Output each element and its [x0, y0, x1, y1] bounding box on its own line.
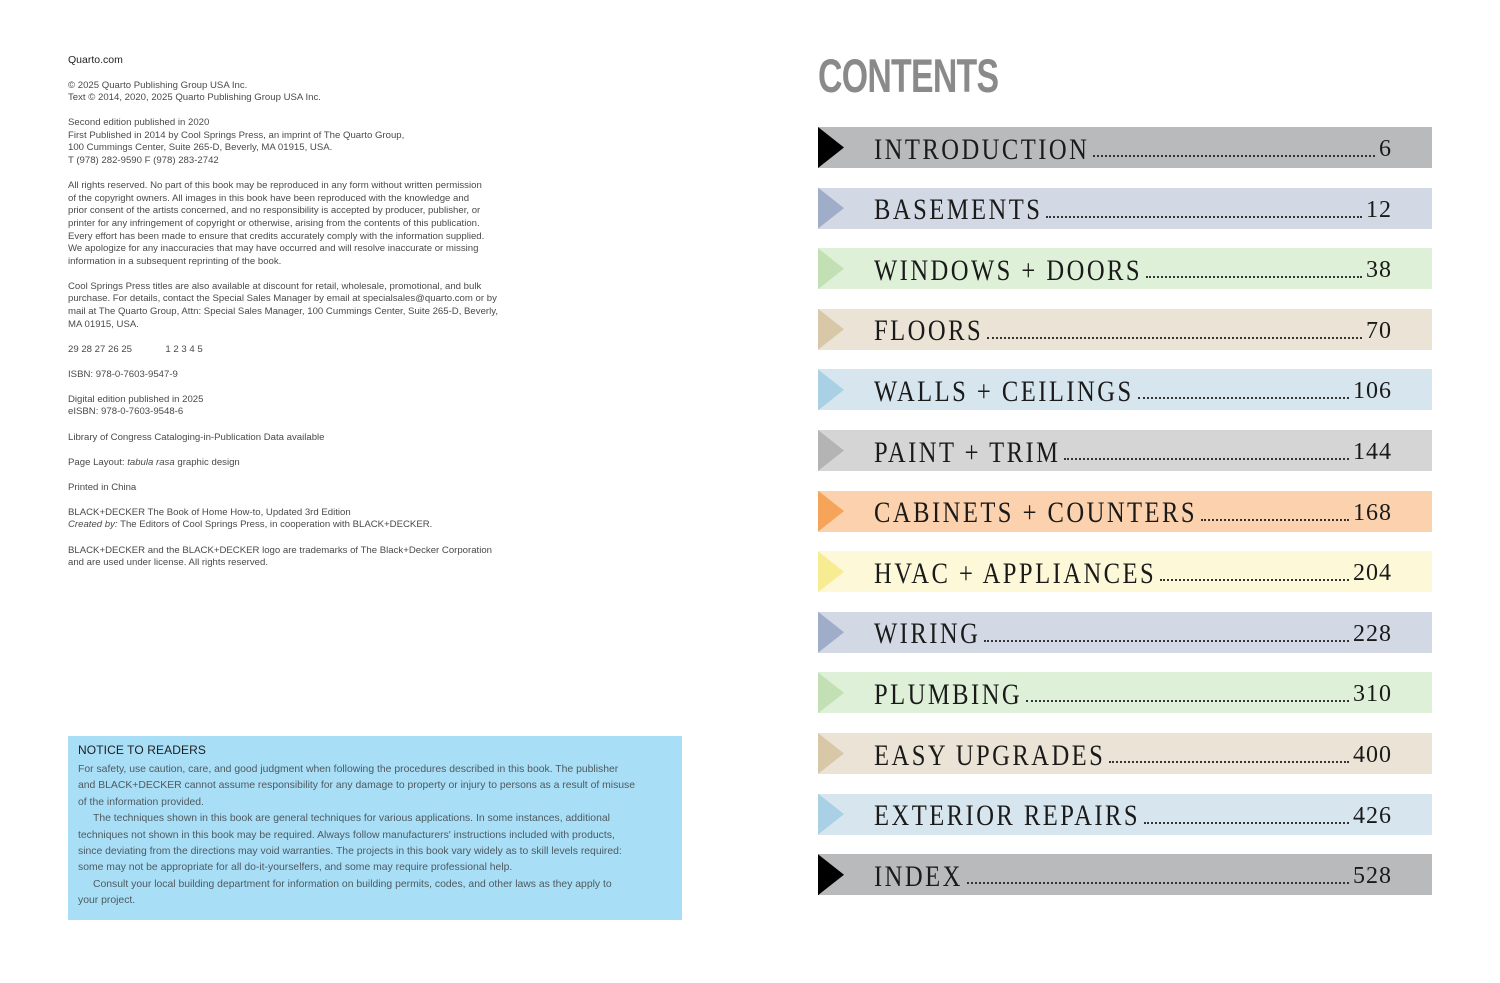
trademark-line: BLACK+DECKER and the BLACK+DECKER logo are trademarks of The Black+Decker Corporation — [68, 544, 493, 556]
toc-tab-marker-icon — [818, 369, 844, 410]
toc-entry-page: 426 — [1353, 802, 1392, 829]
notice-to-readers-box — [68, 736, 682, 920]
toc-entry[interactable] — [818, 612, 1432, 653]
toc-entry-label: INDEX — [874, 859, 963, 893]
toc-entry-label-wrap — [874, 553, 1392, 594]
rights-line: information in a subsequent reprinting of the book. — [68, 255, 282, 267]
layout-label: Page Layout: — [68, 456, 128, 468]
toc-entry-page: 310 — [1353, 681, 1392, 708]
toc-entry-label: WIRING — [874, 617, 981, 651]
toc-entry-label: PAINT + TRIM — [874, 435, 1061, 469]
toc-leader-dots — [1046, 216, 1362, 218]
printing-numbers: 1 2 3 4 5 — [165, 343, 203, 355]
toc-entry-label: INTRODUCTION — [874, 132, 1090, 166]
notice-line: your project. — [78, 895, 136, 907]
toc-tab-marker-icon — [818, 854, 844, 895]
copyright-line: Text © 2014, 2020, 2025 Quarto Publishing Group USA Inc. — [68, 92, 321, 104]
rights-line: All rights reserved. No part of this book may be reproduced in any form without written permission — [68, 180, 482, 192]
notice-line: techniques not shown in this book may be required. Always follow manufacturers' instructions included with products, — [78, 829, 615, 841]
toc-tab-marker-icon — [818, 248, 844, 289]
notice-line: since deviating from the directions may void warranties. The projects in this book vary widely as to skill levels required: — [78, 846, 622, 858]
toc-entry[interactable] — [818, 369, 1432, 410]
notice-body — [78, 762, 672, 910]
toc-leader-dots — [984, 640, 1349, 642]
publishing-line: 100 Cummings Center, Suite 265-D, Beverly, MA 01915, USA. — [68, 142, 333, 154]
toc-entry[interactable] — [818, 854, 1432, 895]
toc-entry-label-wrap — [874, 493, 1392, 534]
toc-entry-label: EXTERIOR REPAIRS — [874, 799, 1141, 833]
rights-block — [68, 180, 538, 268]
toc-entry-label: CABINETS + COUNTERS — [874, 496, 1198, 530]
toc-entry-page: 168 — [1353, 499, 1392, 526]
toc-entry-page: 6 — [1379, 136, 1392, 162]
publishing-line: First Published in 2014 by Cool Springs Press, an imprint of The Quarto Group, — [68, 129, 405, 141]
toc-entry-label: PLUMBING — [874, 677, 1023, 711]
sales-block — [68, 281, 538, 331]
toc-tab-marker-icon — [818, 127, 844, 168]
toc-leader-dots — [1146, 276, 1362, 278]
publishing-line: Second edition published in 2020 — [68, 117, 210, 129]
toc-entry[interactable] — [818, 309, 1432, 350]
toc-entry-page: 70 — [1366, 317, 1392, 344]
toc-tab-marker-icon — [818, 612, 844, 653]
page-layout-credit — [68, 457, 538, 470]
toc-entry-label-wrap — [874, 371, 1392, 412]
trademark-block — [68, 545, 538, 570]
toc-leader-dots — [1138, 397, 1349, 399]
toc-entry[interactable] — [818, 672, 1432, 713]
loc-data: Library of Congress Cataloging-in-Publication Data available — [68, 431, 325, 443]
book-credit-block — [68, 507, 538, 532]
notice-line: of the information provided. — [78, 796, 204, 808]
toc-entry[interactable] — [818, 551, 1432, 592]
rights-line: prior consent of the artists concerned, and no responsibility is accepted by producer, publisher, or — [68, 205, 481, 217]
publishing-line: T (978) 282-9590 F (978) 283-2742 — [68, 155, 219, 167]
toc-entry-label-wrap — [874, 250, 1392, 291]
toc-entry[interactable] — [818, 188, 1432, 229]
notice-line: Consult your local building department for information on building permits, codes, and other laws as they apply to — [93, 878, 612, 890]
rights-line: printer for any infringement of copyright or otherwise, arising from the contents of this publication. — [68, 217, 480, 229]
toc-entry-label-wrap — [874, 432, 1392, 473]
notice-title: NOTICE TO READERS — [78, 743, 206, 757]
toc-tab-marker-icon — [818, 491, 844, 532]
toc-entry-label-wrap — [874, 796, 1392, 837]
toc-tab-marker-icon — [818, 672, 844, 713]
toc-entry[interactable] — [818, 248, 1432, 289]
toc-entry-page: 38 — [1366, 257, 1392, 284]
toc-entry-label-wrap — [874, 614, 1392, 655]
digital-edition-block — [68, 394, 538, 419]
layout-rest: graphic design — [174, 456, 240, 468]
sales-line: purchase. For details, contact the Special Sales Manager by email at specialsales@quarto.com or by — [68, 293, 497, 305]
toc-entry-page: 12 — [1366, 196, 1392, 223]
trademark-line: and are used under license. All rights reserved. — [68, 557, 268, 569]
toc-entry-label-wrap — [874, 856, 1392, 897]
toc-leader-dots — [1144, 822, 1349, 824]
book-title: BLACK+DECKER The Book of Home How-to, Updated 3rd Edition — [68, 506, 351, 518]
toc-entry-label-wrap — [874, 311, 1392, 352]
created-label: Created by: — [68, 519, 118, 531]
digital-line: Digital edition published in 2025 — [68, 393, 204, 405]
toc-entry-label: HVAC + APPLIANCES — [874, 556, 1157, 590]
printed-in: Printed in China — [68, 481, 137, 493]
toc-entry-label-wrap — [874, 190, 1392, 231]
notice-line: some may not be appropriate for all do-it-yourselfers, and some may require professional help. — [78, 862, 513, 874]
sales-line: mail at The Quarto Group, Attn: Special Sales Manager, 100 Cummings Center, Suite 265-D, Beverly, — [68, 306, 498, 317]
sales-line: Cool Springs Press titles are also available at discount for retail, wholesale, promotional, and bulk — [68, 280, 482, 292]
rights-line: We apologize for any inaccuracies that may have occurred and will resolve inaccurate or missing — [68, 243, 479, 255]
toc-leader-dots — [1093, 155, 1375, 157]
toc-tab-marker-icon — [818, 309, 844, 350]
toc-entry-label-wrap — [874, 129, 1392, 170]
toc-leader-dots — [1201, 519, 1349, 521]
toc-entry-page: 528 — [1353, 863, 1392, 890]
printing-line — [68, 344, 538, 357]
rights-line: of the copyright owners. All images in this book have been reproduced with the knowledge and — [68, 192, 470, 204]
notice-line: and BLACK+DECKER cannot assume responsibility for any damage to property or injury to persons as a result of misuse — [78, 780, 636, 792]
toc-tab-marker-icon — [818, 733, 844, 774]
publisher-website: Quarto.com — [68, 54, 123, 66]
digital-line: eISBN: 978-0-7603-9548-6 — [68, 406, 184, 418]
copyright-page — [68, 54, 538, 582]
toc-leader-dots — [1064, 458, 1349, 460]
toc-entry-page: 144 — [1353, 439, 1392, 465]
toc-entry-page: 106 — [1353, 378, 1392, 405]
publishing-block — [68, 117, 538, 167]
toc-entry-label: FLOORS — [874, 314, 984, 348]
toc-entry[interactable] — [818, 733, 1432, 774]
toc-leader-dots — [967, 882, 1349, 884]
contents-title: CONTENTS — [818, 49, 999, 102]
toc-entry-page: 400 — [1353, 742, 1392, 768]
toc-entry-label-wrap — [874, 674, 1392, 715]
created-rest: The Editors of Cool Springs Press, in cooperation with BLACK+DECKER. — [117, 519, 433, 531]
toc-entry-label: WALLS + CEILINGS — [874, 374, 1134, 408]
toc-tab-marker-icon — [818, 188, 844, 229]
toc-tab-marker-icon — [818, 430, 844, 471]
toc-entry-label: BASEMENTS — [874, 193, 1043, 227]
toc-leader-dots — [1160, 579, 1349, 581]
toc-entry-page: 204 — [1353, 560, 1392, 587]
toc-entry[interactable] — [818, 491, 1432, 532]
notice-line: The techniques shown in this book are general techniques for various applications. In some instances, additional — [93, 813, 610, 825]
copyright-line: © 2025 Quarto Publishing Group USA Inc. — [68, 79, 248, 91]
toc-leader-dots — [1026, 700, 1349, 702]
toc-entry-label: WINDOWS + DOORS — [874, 253, 1143, 287]
created-by-line — [68, 519, 538, 532]
toc-leader-dots — [987, 337, 1362, 339]
copyright-block — [68, 80, 538, 105]
toc-entry-label-wrap — [874, 735, 1392, 776]
toc-entry-page: 228 — [1353, 620, 1392, 647]
toc-entry[interactable] — [818, 430, 1432, 471]
notice-line: For safety, use caution, care, and good judgment when following the procedures described in this book. The publisher — [78, 764, 619, 775]
toc-entry-label: EASY UPGRADES — [874, 738, 1106, 772]
toc-tab-marker-icon — [818, 551, 844, 592]
layout-designer: tabula rasa — [127, 456, 175, 468]
sales-line: MA 01915, USA. — [68, 318, 139, 330]
rights-line: Every effort has been made to ensure that credits accurately comply with the information supplied. — [68, 230, 485, 242]
toc-entry[interactable] — [818, 127, 1432, 168]
isbn: ISBN: 978-0-7603-9547-9 — [68, 368, 178, 380]
printing-years: 29 28 27 26 25 — [68, 343, 133, 355]
toc-leader-dots — [1109, 761, 1349, 763]
toc-entry[interactable] — [818, 794, 1432, 835]
toc-tab-marker-icon — [818, 794, 844, 835]
